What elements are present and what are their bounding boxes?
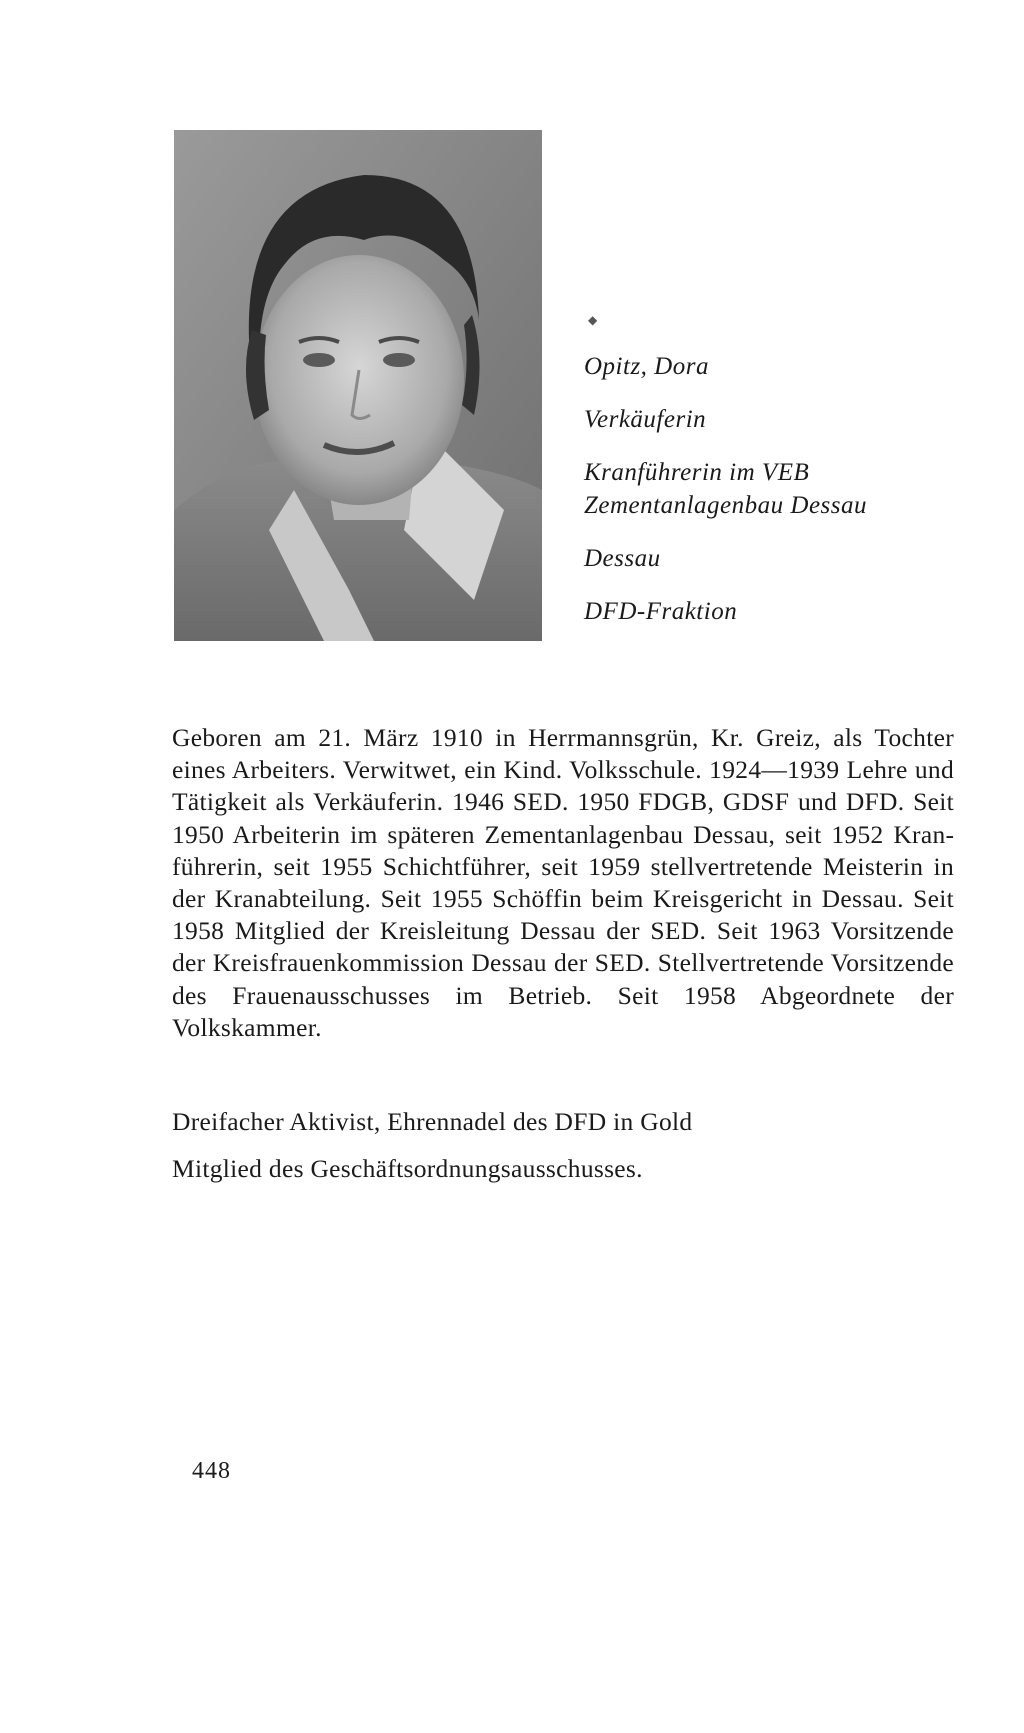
portrait-image bbox=[174, 130, 542, 641]
member-info bbox=[584, 350, 1004, 648]
current-position-line1: Kranführerin im VEB bbox=[584, 459, 810, 486]
biography-text: Geboren am 21. März 1910 in Herrmannsgrün, Kr. Greiz, als Tochter eines Arbeiters. Verwitwet, ein Kind. Volksschule. 1924—1939 Lehre und Tätigkeit als Verkäuferin. 1946 SED. 1950 FDGB, GDSF und DFD. Seit 1950 Arbeiterin im späteren Zementanlagenbau Dessau, seit 1952 Kranführerin, seit 1955 Schichtführer, seit 1959 stellvertretende Meisterin in der Kranabteilung. Seit 1955 Schöffin beim Kreisgericht in Dessau. Seit 1958 Mitglied der Kreisleitung Dessau der SED. Seit 1963 Vorsitzende der Kreisfrauenkommission Dessau der SED. Stellvertretende Vorsitzende des Frauenausschusses im Betrieb. Seit 1958 Abgeordnete der Volkskammer. bbox=[172, 723, 954, 1042]
page-number: 448 bbox=[192, 1458, 231, 1484]
constituency: Dessau bbox=[584, 545, 661, 572]
print-speck: ◆ bbox=[588, 313, 598, 327]
awards-text: Dreifacher Aktivist, Ehrennadel des DFD in Gold bbox=[172, 1107, 693, 1136]
learned-profession: Verkäuferin bbox=[584, 406, 707, 433]
faction: DFD-Fraktion bbox=[584, 598, 738, 625]
portrait-photo bbox=[174, 130, 542, 641]
committee-text: Mitglied des Geschäftsordnungsausschusses. bbox=[172, 1154, 643, 1183]
member-name: Opitz, Dora bbox=[584, 353, 709, 380]
current-position-line2: Zementanlagenbau Dessau bbox=[584, 492, 867, 519]
